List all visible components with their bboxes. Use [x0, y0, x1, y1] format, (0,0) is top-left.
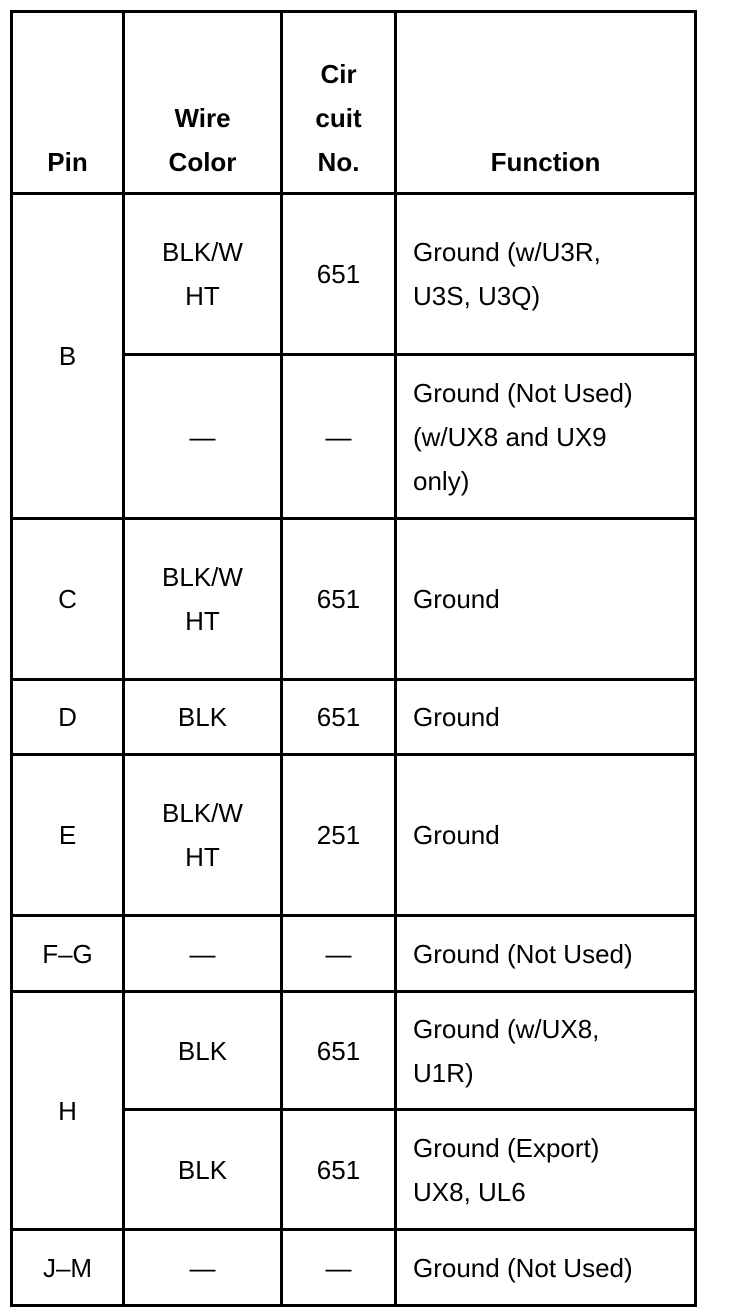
wire-color-cell: BLK [124, 992, 282, 1110]
function-cell: Ground (Export) UX8, UL6 [396, 1110, 696, 1230]
function-cell: Ground [396, 519, 696, 680]
pin-cell: C [12, 519, 124, 680]
circuit-cell: 651 [282, 519, 396, 680]
table-row [12, 680, 696, 755]
header-row [12, 12, 696, 194]
function-cell: Ground (w/U3R, U3S, U3Q) [396, 194, 696, 355]
circuit-cell: 651 [282, 992, 396, 1110]
pin-cell: F–G [12, 916, 124, 992]
pin-cell: H [12, 992, 124, 1230]
wire-color-cell: BLK/W HT [124, 755, 282, 916]
pin-cell: B [12, 194, 124, 519]
wire-color-cell: BLK [124, 1110, 282, 1230]
header-pin: Pin [12, 12, 124, 194]
table-row [12, 1230, 696, 1306]
table-row [12, 519, 696, 680]
wire-color-cell: — [124, 1230, 282, 1306]
header-circuit-no: Cir cuit No. [282, 12, 396, 194]
table-row [12, 194, 696, 355]
circuit-cell: — [282, 916, 396, 992]
circuit-cell: — [282, 1230, 396, 1306]
function-cell: Ground (Not Used) (w/UX8 and UX9 only) [396, 355, 696, 519]
circuit-cell: 651 [282, 680, 396, 755]
function-cell: Ground [396, 680, 696, 755]
wire-color-cell: — [124, 355, 282, 519]
circuit-cell: 651 [282, 1110, 396, 1230]
pin-cell: E [12, 755, 124, 916]
table-row [12, 755, 696, 916]
table-row [12, 916, 696, 992]
circuit-cell: 251 [282, 755, 396, 916]
table-row [12, 992, 696, 1110]
wire-color-cell: BLK/W HT [124, 519, 282, 680]
header-wire-color: Wire Color [124, 12, 282, 194]
function-cell: Ground (w/UX8, U1R) [396, 992, 696, 1110]
function-cell: Ground [396, 755, 696, 916]
wire-color-cell: BLK [124, 680, 282, 755]
wire-color-cell: — [124, 916, 282, 992]
function-cell: Ground (Not Used) [396, 916, 696, 992]
pin-cell: J–M [12, 1230, 124, 1306]
circuit-cell: — [282, 355, 396, 519]
pin-cell: D [12, 680, 124, 755]
header-function: Function [396, 12, 696, 194]
pin-function-table [10, 10, 697, 1307]
pin-table-container [10, 10, 697, 1307]
function-cell: Ground (Not Used) [396, 1230, 696, 1306]
wire-color-cell: BLK/W HT [124, 194, 282, 355]
circuit-cell: 651 [282, 194, 396, 355]
